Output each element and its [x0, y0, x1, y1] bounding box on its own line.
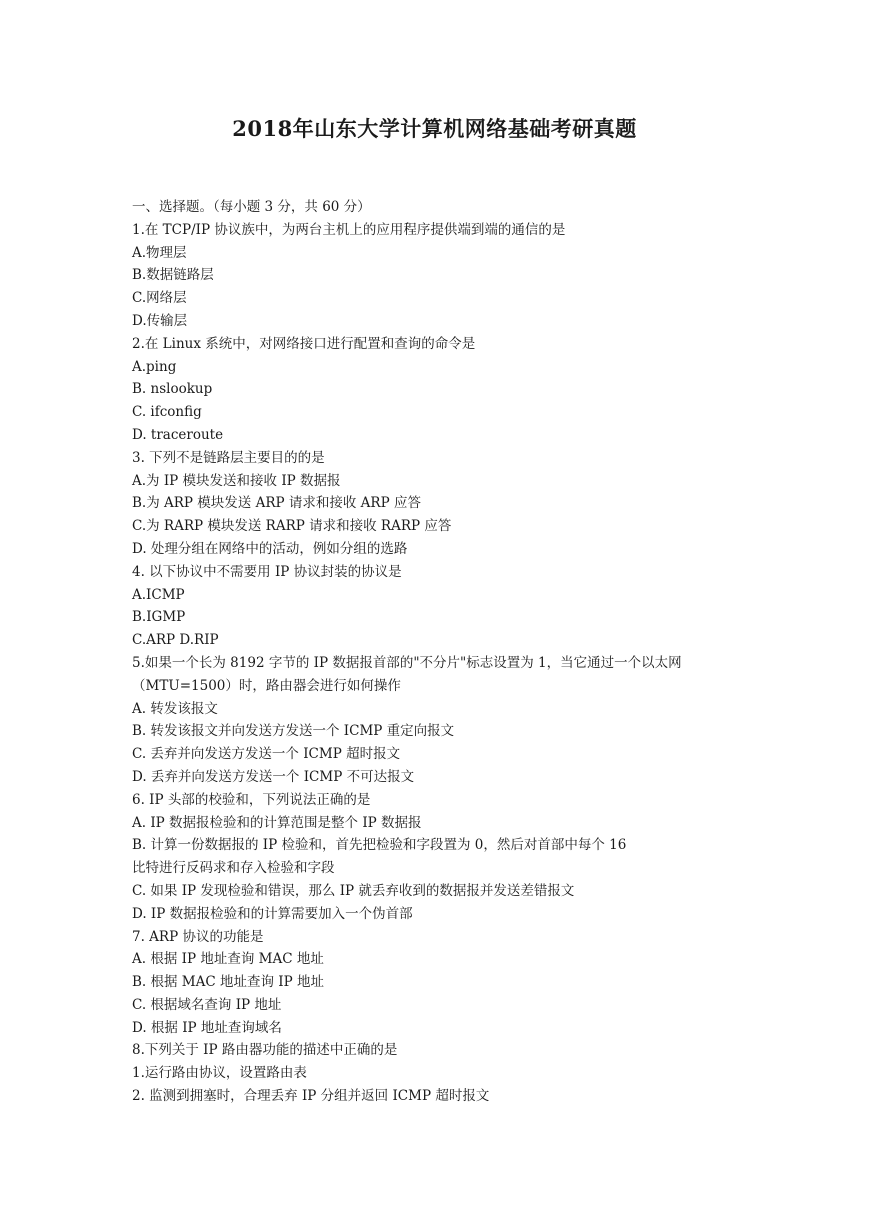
option-line: D. IP 数据报检验和的计算需要加入一个伪首部 — [132, 905, 413, 922]
option-line: A.ICMP — [132, 586, 185, 603]
question-7: 7. ARP 协议的功能是 — [132, 928, 264, 945]
section-heading: 一、选择题。（每小题 3 分，共 60 分） — [132, 199, 371, 215]
option-line: C. 丢弃并向发送方发送一个 ICMP 超时报文 — [132, 746, 401, 763]
option-line: D. traceroute — [132, 426, 224, 443]
option-line: C.网络层 — [132, 290, 187, 307]
question-5: 5.如果一个长为 8192 字节的 IP 数据报首部的"不分片"标志设置为 1，当它通过一个以太网 — [132, 654, 682, 671]
option-line: B.IGMP — [132, 609, 186, 626]
question-6: 6. IP 头部的校验和，下列说法正确的是 — [132, 791, 371, 808]
question-5-continued: （MTU=1500）时，路由器会进行如何操作 — [132, 677, 401, 694]
option-line: A. 根据 IP 地址查询 MAC 地址 — [132, 951, 324, 968]
page-title: 2018年山东大学计算机网络基础考研真题 — [232, 116, 637, 141]
option-line: C. 如果 IP 发现检验和错误，那么 IP 就丢弃收到的数据报并发送差错报文 — [132, 882, 575, 899]
option-line: B.数据链路层 — [132, 267, 214, 284]
question-2: 2.在 Linux 系统中，对网络接口进行配置和查询的命令是 — [132, 335, 476, 352]
option-line: B. 计算一份数据报的 IP 检验和，首先把检验和字段置为 0，然后对首部中每个 16 — [132, 837, 627, 854]
option-line: A. IP 数据报检验和的计算范围是整个 IP 数据报 — [132, 814, 422, 831]
option-line: D. 根据 IP 地址查询域名 — [132, 1019, 282, 1036]
option-line: B.为 ARP 模块发送 ARP 请求和接收 ARP 应答 — [132, 495, 421, 512]
option-line: D. 处理分组在网络中的活动，例如分组的选路 — [132, 540, 408, 557]
option-line: B. 根据 MAC 地址查询 IP 地址 — [132, 974, 324, 991]
question-1: 1.在 TCP/IP 协议族中，为两台主机上的应用程序提供端到端的通信的是 — [132, 221, 566, 238]
option-line: D. 丢弃并向发送方发送一个 ICMP 不可达报文 — [132, 768, 415, 785]
question-4: 4. 以下协议中不需要用 IP 协议封装的协议是 — [132, 563, 402, 580]
option-line: A.为 IP 模块发送和接收 IP 数据报 — [132, 472, 341, 489]
option-line: A.ping — [132, 358, 177, 375]
question-3: 3. 下列不是链路层主要目的的是 — [132, 449, 325, 466]
option-line: C. 根据域名查询 IP 地址 — [132, 996, 282, 1013]
question-8: 8.下列关于 IP 路由器功能的描述中正确的是 — [132, 1042, 398, 1059]
document-body — [132, 196, 752, 1108]
option-line: D.传输层 — [132, 312, 188, 329]
option-line: B. nslookup — [132, 381, 213, 398]
option-line: B. 转发该报文并向发送方发送一个 ICMP 重定向报文 — [132, 723, 455, 740]
option-line: A.物理层 — [132, 244, 187, 261]
statement-line: 1.运行路由协议，设置路由表 — [132, 1065, 307, 1082]
option-line: C.为 RARP 模块发送 RARP 请求和接收 RARP 应答 — [132, 518, 452, 535]
statement-line: 2. 监测到拥塞时，合理丢弃 IP 分组并返回 ICMP 超时报文 — [132, 1088, 490, 1105]
option-line-continued: 比特进行反码求和存入检验和字段 — [132, 860, 335, 877]
option-line: C.ARP D.RIP — [132, 632, 219, 649]
option-line: A. 转发该报文 — [132, 700, 218, 717]
option-line: C. ifconfig — [132, 404, 202, 421]
